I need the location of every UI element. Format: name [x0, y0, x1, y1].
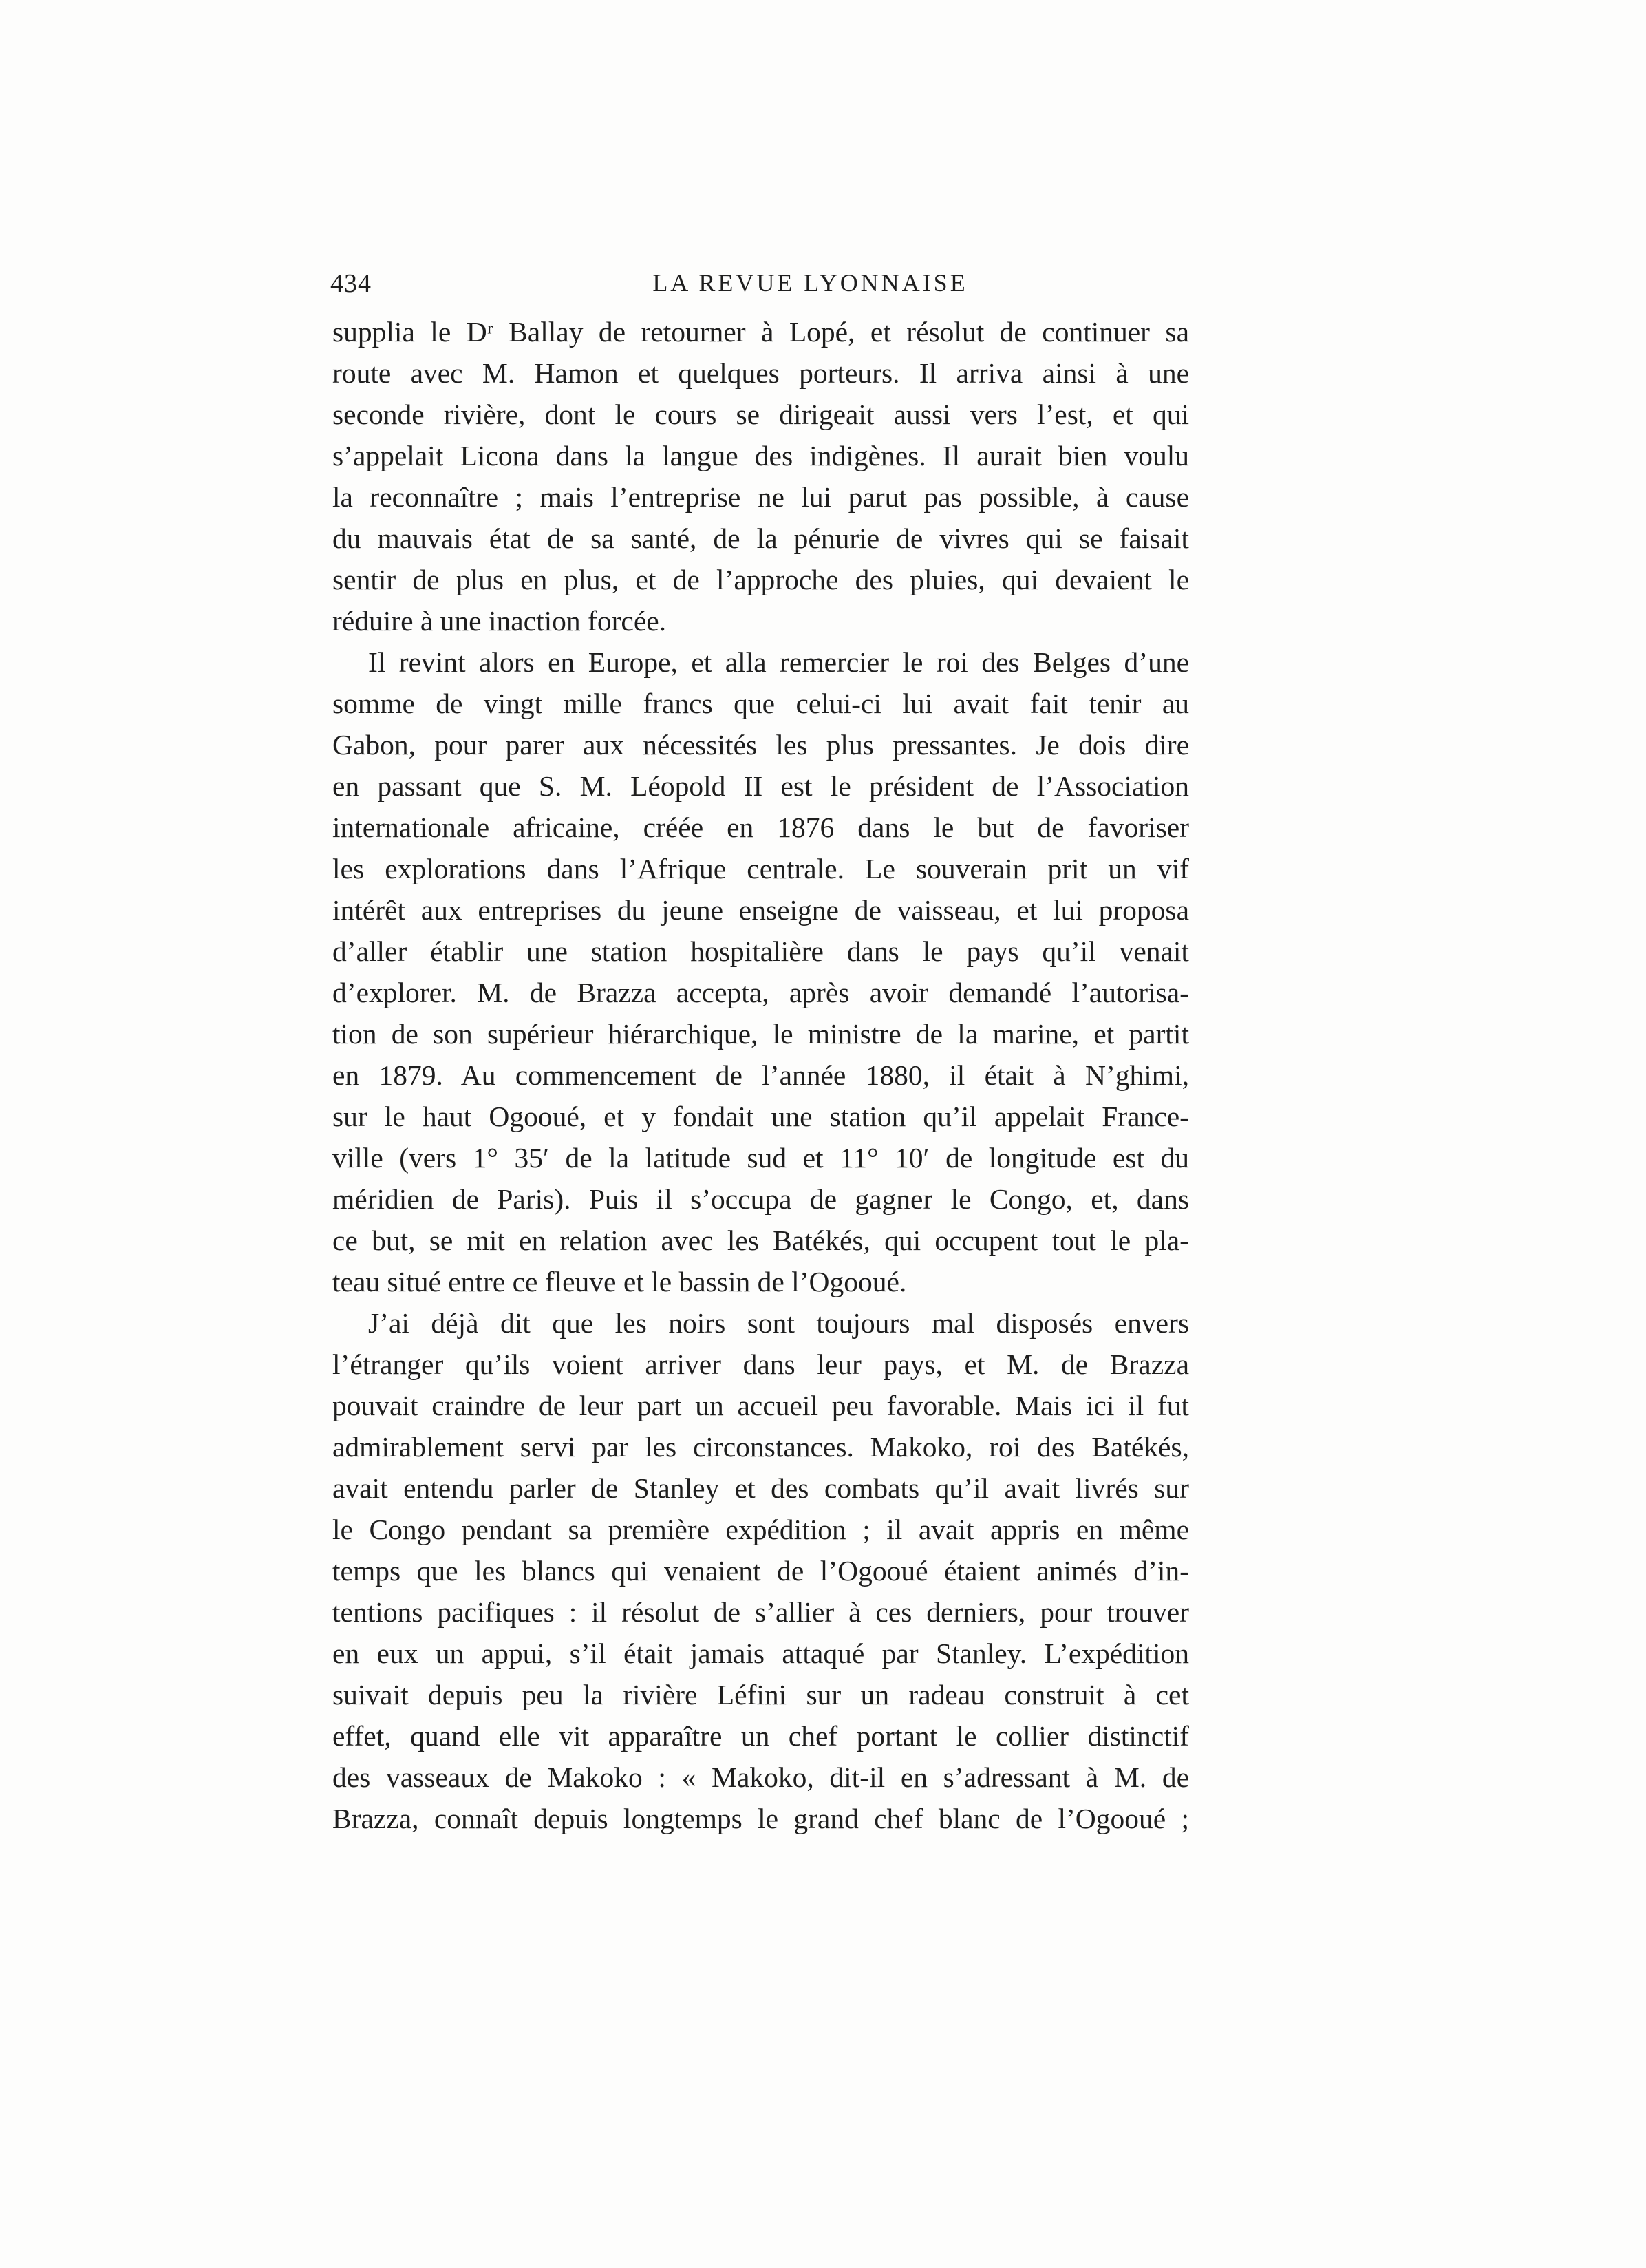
text-line: en passant que S. M. Léopold II est le président de l’Association: [332, 770, 1189, 802]
text-line: effet, quand elle vit apparaître un chef portant le collier distinctif: [332, 1720, 1189, 1752]
running-head: [330, 268, 1187, 303]
text-line: tentions pacifiques : il résolut de s’allier à ces derniers, pour trouver: [332, 1596, 1189, 1628]
text-line: supplia le Dʳ Ballay de retourner à Lopé, et résolut de continuer sa: [332, 316, 1189, 348]
text-line: temps que les blancs qui venaient de l’Ogooué étaient animés d’in-: [332, 1555, 1189, 1587]
journal-title: LA REVUE LYONNAISE: [652, 269, 968, 297]
text-line: ville (vers 1° 35′ de la latitude sud et 11° 10′ de longitude est du: [332, 1142, 1189, 1174]
text-line: teau situé entre ce fleuve et le bassin de l’Ogooué.: [332, 1266, 907, 1297]
body-text: [332, 311, 1189, 1839]
text-line: le Congo pendant sa première expédition ; il avait appris en même: [332, 1514, 1189, 1545]
text-line: tion de son supérieur hiérarchique, le ministre de la marine, et partit: [332, 1018, 1189, 1050]
text-line: d’explorer. M. de Brazza accepta, après avoir demandé l’autorisa-: [332, 977, 1189, 1008]
text-line: en eux un appui, s’il était jamais attaqué par Stanley. L’expédition: [332, 1638, 1189, 1669]
text-line: des vasseaux de Makoko : « Makoko, dit-il en s’adressant à M. de: [332, 1761, 1189, 1793]
text-line: Il revint alors en Europe, et alla remercier le roi des Belges d’une: [368, 646, 1189, 678]
text-line: les explorations dans l’Afrique centrale. Le souverain prit un vif: [332, 853, 1189, 884]
text-line: ce but, se mit en relation avec les Batékés, qui occupent tout le pla-: [332, 1225, 1189, 1256]
page-number: 434: [330, 269, 372, 298]
text-line: route avec M. Hamon et quelques porteurs. Il arriva ainsi à une: [332, 357, 1189, 389]
text-line: pouvait craindre de leur part un accueil peu favorable. Mais ici il fut: [332, 1390, 1189, 1421]
text-line: l’étranger qu’ils voient arriver dans leur pays, et M. de Brazza: [332, 1348, 1189, 1380]
text-line: admirablement servi par les circonstances. Makoko, roi des Batékés,: [332, 1431, 1189, 1463]
text-line: méridien de Paris). Puis il s’occupa de gagner le Congo, et, dans: [332, 1183, 1189, 1215]
paragraph-3: [332, 1302, 1189, 1839]
text-line: d’aller établir une station hospitalière dans le pays qu’il venait: [332, 935, 1189, 967]
text-line: seconde rivière, dont le cours se dirigeait aussi vers l’est, et qui: [332, 399, 1189, 430]
text-line: internationale africaine, créée en 1876 dans le but de favoriser: [332, 812, 1189, 843]
text-line: suivait depuis peu la rivière Léfini sur un radeau construit à cet: [332, 1679, 1189, 1710]
text-line: la reconnaître ; mais l’entreprise ne lui parut pas possible, à cause: [332, 481, 1189, 513]
text-line: somme de vingt mille francs que celui-ci lui avait fait tenir au: [332, 688, 1189, 719]
text-line: J’ai déjà dit que les noirs sont toujours mal disposés envers: [368, 1307, 1189, 1339]
text-line: avait entendu parler de Stanley et des combats qu’il avait livrés sur: [332, 1472, 1189, 1504]
text-line: réduire à une inaction forcée.: [332, 605, 667, 637]
text-line: intérêt aux entreprises du jeune enseigne de vaisseau, et lui proposa: [332, 894, 1189, 926]
text-line: en 1879. Au commencement de l’année 1880, il était à N’ghimi,: [332, 1059, 1189, 1091]
text-line: Brazza, connaît depuis longtemps le grand chef blanc de l’Ogooué ;: [332, 1803, 1189, 1834]
text-line: du mauvais état de sa santé, de la pénurie de vivres qui se faisait: [332, 522, 1189, 554]
paragraph-1: [332, 311, 1189, 642]
text-line: s’appelait Licona dans la langue des indigènes. Il aurait bien voulu: [332, 440, 1189, 471]
paragraph-2: [332, 642, 1189, 1302]
text-line: sentir de plus en plus, et de l’approche des pluies, qui devaient le: [332, 564, 1189, 595]
text-line: Gabon, pour parer aux nécessités les plus pressantes. Je dois dire: [332, 729, 1189, 761]
text-line: sur le haut Ogooué, et y fondait une station qu’il appelait France-: [332, 1101, 1189, 1132]
